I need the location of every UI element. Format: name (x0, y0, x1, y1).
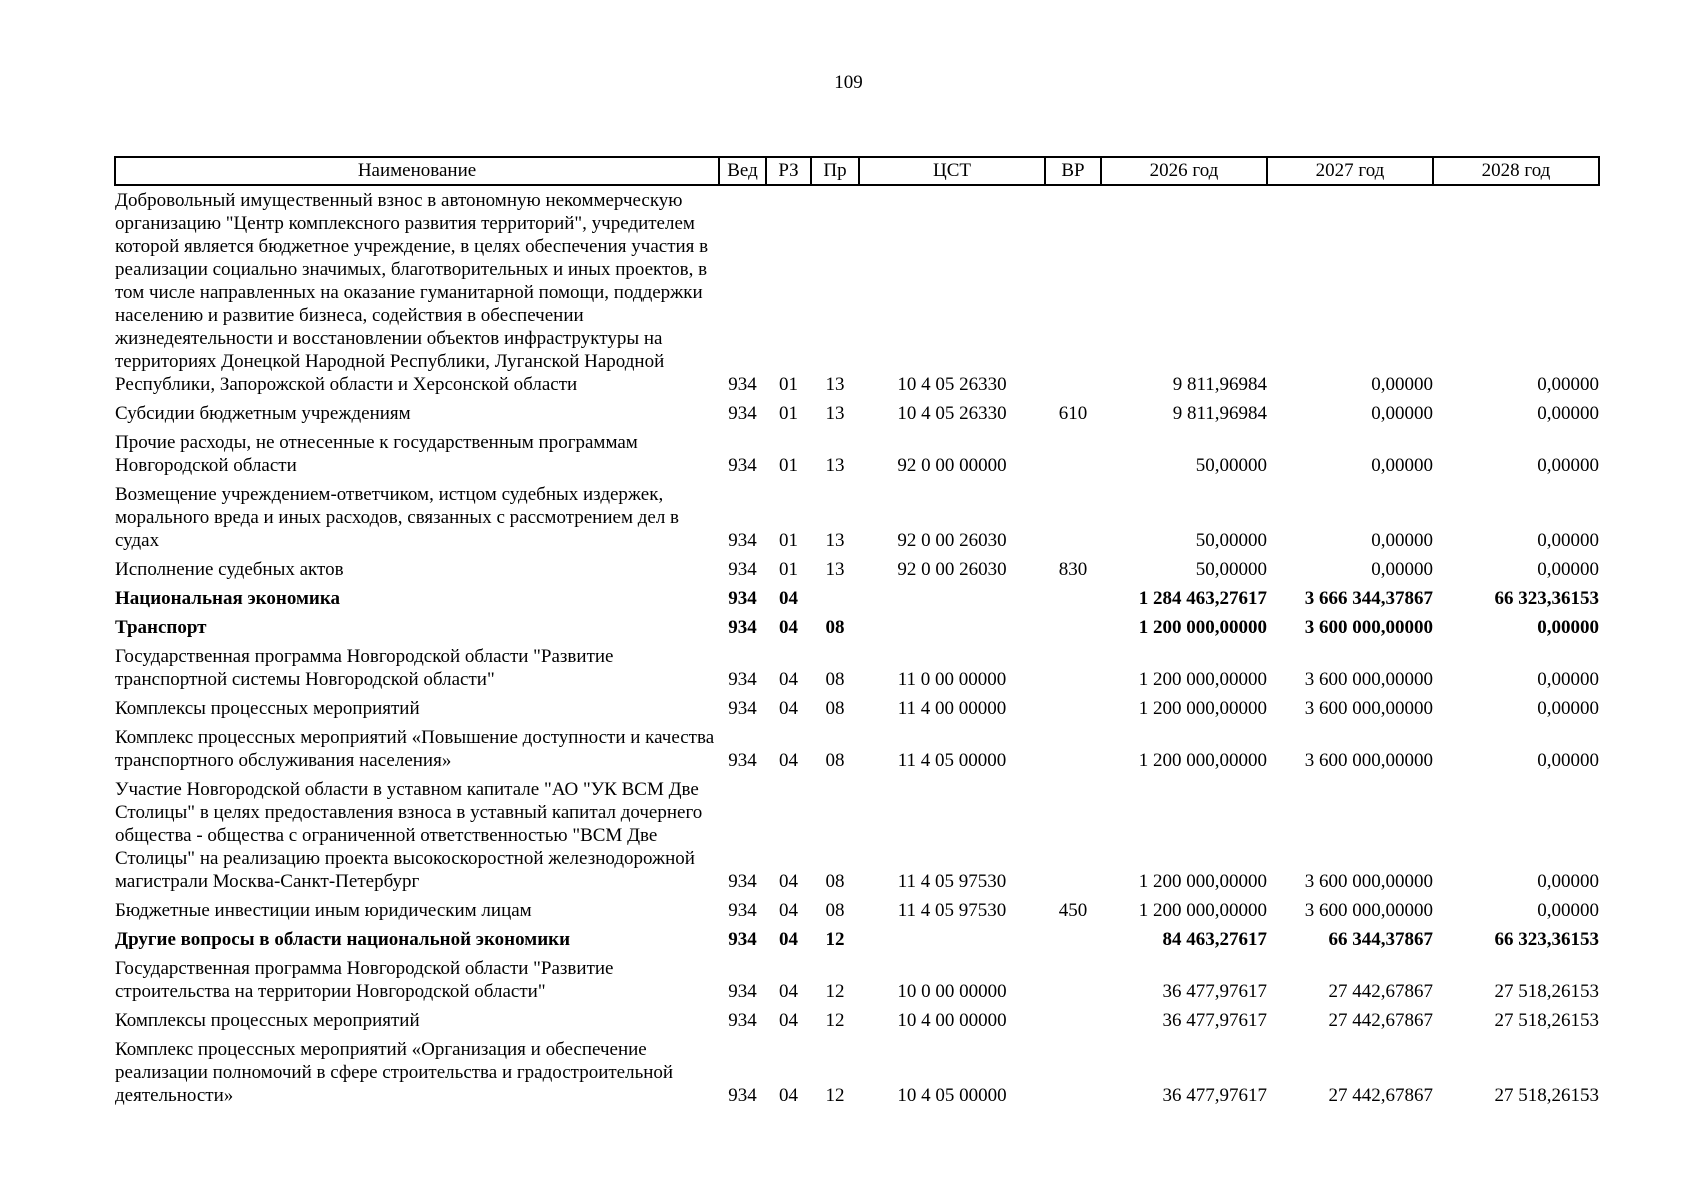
table-row (115, 185, 1599, 399)
cell-ved: 934 (728, 588, 757, 609)
cell-y2028: 0,00000 (1537, 374, 1599, 395)
cell-ved: 934 (728, 698, 757, 719)
cell-y2028: 66 323,36153 (1494, 588, 1599, 609)
cell-cst: 10 4 05 00000 (897, 1085, 1007, 1106)
cell-vr (1045, 480, 1101, 555)
header-vr: ВР (1045, 157, 1101, 185)
cell-y2027: 3 600 000,00000 (1304, 871, 1433, 892)
cell-y2026: 36 477,97617 (1162, 981, 1267, 1002)
cell-name: Государственная программа Новгородской области "Развитие транспортной системы Новгородской области" (115, 646, 614, 690)
table-row (115, 584, 1599, 613)
header-2026: 2026 год (1101, 157, 1267, 185)
cell-cst: 10 0 00 00000 (897, 981, 1007, 1002)
header-cst: ЦСТ (859, 157, 1045, 185)
header-2027: 2027 год (1267, 157, 1433, 185)
cell-vr (1045, 775, 1101, 896)
cell-y2028: 0,00000 (1537, 403, 1599, 424)
table-row (115, 613, 1599, 642)
cell-cst: 10 4 05 26330 (897, 403, 1007, 424)
cell-y2028: 0,00000 (1537, 455, 1599, 476)
cell-y2028: 0,00000 (1537, 900, 1599, 921)
cell-y2027: 0,00000 (1371, 403, 1433, 424)
cell-y2026: 1 200 000,00000 (1138, 617, 1267, 638)
cell-y2026: 1 200 000,00000 (1138, 871, 1267, 892)
cell-y2026: 9 811,96984 (1172, 374, 1267, 395)
cell-pr: 12 (825, 929, 845, 950)
cell-name: Исполнение судебных актов (115, 559, 344, 580)
cell-ved: 934 (728, 617, 757, 638)
cell-name: Комплекс процессных мероприятий «Повышение доступности и качества транспортного обслуживания населения» (115, 727, 715, 771)
cell-cst: 11 0 00 00000 (897, 669, 1007, 690)
budget-table (114, 156, 1600, 1110)
table-row (115, 896, 1599, 925)
cell-ved: 934 (728, 559, 757, 580)
cell-rz: 01 (779, 455, 798, 476)
cell-rz: 04 (779, 750, 798, 771)
cell-y2026: 1 200 000,00000 (1138, 750, 1267, 771)
cell-pr: 13 (825, 559, 845, 580)
cell-cst: 10 4 00 00000 (897, 1010, 1007, 1031)
cell-vr (1045, 584, 1101, 613)
cell-pr: 13 (825, 455, 845, 476)
cell-y2027: 27 442,67867 (1328, 981, 1433, 1002)
cell-ved: 934 (728, 455, 757, 476)
cell-y2027: 0,00000 (1371, 374, 1433, 395)
cell-vr (1045, 428, 1101, 480)
cell-y2026: 1 200 000,00000 (1138, 900, 1267, 921)
cell-y2027: 3 666 344,37867 (1304, 588, 1433, 609)
table-row (115, 925, 1599, 954)
cell-y2026: 84 463,27617 (1162, 929, 1267, 950)
cell-ved: 934 (728, 374, 757, 395)
cell-pr: 08 (825, 617, 845, 638)
cell-pr: 12 (825, 981, 845, 1002)
cell-vr (1045, 642, 1101, 694)
cell-name: Добровольный имущественный взнос в автономную некоммерческую организацию "Центр комплексного развития территорий", учредителем которой является бюджетное учреждение, в целях обеспечения участия в реализации социально значимых, благотворительных и иных проектов, в том числе направленных на оказание гуманитарной помощи, поддержки населению и развитие бизнеса, содействия в обеспечении жизнедеятельности и восстановлении объектов инфраструктуры на территориях Донецкой Народной Республики, Луганской Народной Республики, Запорожской области и Херсонской области (115, 190, 709, 395)
cell-ved: 934 (728, 750, 757, 771)
cell-cst: 92 0 00 00000 (897, 455, 1007, 476)
cell-pr: 08 (825, 900, 845, 921)
cell-y2026: 36 477,97617 (1162, 1085, 1267, 1106)
cell-ved: 934 (728, 403, 757, 424)
cell-ved: 934 (728, 1010, 757, 1031)
cell-y2027: 3 600 000,00000 (1304, 617, 1433, 638)
cell-cst: 10 4 05 26330 (897, 374, 1007, 395)
cell-name: Участие Новгородской области в уставном капитале "АО "УК ВСМ Две Столицы" в целях предоставления взноса в уставный капитал дочернего общества - общества с ограниченной ответственностью "ВСМ Две Столицы" на реализацию проекта высокоскоростной железнодорожной магистрали Москва-Санкт-Петербург (115, 779, 703, 892)
table-row (115, 399, 1599, 428)
cell-rz: 04 (779, 669, 798, 690)
cell-y2026: 9 811,96984 (1172, 403, 1267, 424)
page-number: 109 (834, 72, 863, 93)
cell-ved: 934 (728, 530, 757, 551)
cell-pr: 08 (825, 871, 845, 892)
cell-rz: 01 (779, 374, 798, 395)
cell-pr: 12 (825, 1085, 845, 1106)
cell-rz: 04 (779, 871, 798, 892)
cell-y2027: 0,00000 (1371, 455, 1433, 476)
table-row (115, 480, 1599, 555)
table-row (115, 694, 1599, 723)
cell-vr (1045, 925, 1101, 954)
cell-y2027: 3 600 000,00000 (1304, 669, 1433, 690)
header-row (115, 157, 1599, 185)
cell-y2026: 1 200 000,00000 (1138, 698, 1267, 719)
table-row (115, 428, 1599, 480)
cell-rz: 01 (779, 559, 798, 580)
cell-pr: 12 (825, 1010, 845, 1031)
cell-pr: 13 (825, 374, 845, 395)
header-pr: Пр (811, 157, 859, 185)
cell-vr (1045, 954, 1101, 1006)
cell-rz: 04 (779, 617, 798, 638)
cell-y2028: 0,00000 (1537, 698, 1599, 719)
cell-y2027: 27 442,67867 (1328, 1085, 1433, 1106)
cell-ved: 934 (728, 1085, 757, 1106)
cell-vr: 610 (1058, 403, 1088, 424)
table-header (115, 157, 1599, 185)
cell-y2028: 0,00000 (1537, 750, 1599, 771)
table-row (115, 954, 1599, 1006)
cell-ved: 934 (728, 981, 757, 1002)
header-ved: Вед (719, 157, 766, 185)
cell-y2028: 27 518,26153 (1494, 1010, 1599, 1031)
cell-cst: 11 4 05 97530 (897, 871, 1007, 892)
cell-name: Другие вопросы в области национальной экономики (115, 929, 571, 950)
table-row (115, 1035, 1599, 1110)
cell-name: Комплексы процессных мероприятий (115, 1010, 420, 1031)
cell-y2026: 36 477,97617 (1162, 1010, 1267, 1031)
cell-name: Государственная программа Новгородской области "Развитие строительства на территории Новгородской области" (115, 958, 614, 1002)
header-2028: 2028 год (1433, 157, 1599, 185)
cell-ved: 934 (728, 929, 757, 950)
cell-y2026: 1 200 000,00000 (1138, 669, 1267, 690)
cell-rz: 04 (779, 900, 798, 921)
cell-rz: 04 (779, 1010, 798, 1031)
cell-vr (1045, 1006, 1101, 1035)
cell-pr (811, 584, 859, 613)
cell-y2028: 0,00000 (1537, 617, 1599, 638)
cell-name: Возмещение учреждением-ответчиком, истцом судебных издержек, морального вреда и иных расходов, связанных с рассмотрением дел в судах (115, 484, 680, 551)
cell-y2027: 3 600 000,00000 (1304, 900, 1433, 921)
cell-y2027: 3 600 000,00000 (1304, 750, 1433, 771)
cell-cst: 11 4 00 00000 (897, 698, 1007, 719)
cell-rz: 01 (779, 403, 798, 424)
cell-name: Субсидии бюджетным учреждениям (115, 403, 411, 424)
cell-vr: 830 (1058, 559, 1088, 580)
table-row (115, 1006, 1599, 1035)
cell-rz: 01 (779, 530, 798, 551)
header-name: Наименование (115, 157, 719, 185)
cell-ved: 934 (728, 669, 757, 690)
cell-y2028: 0,00000 (1537, 871, 1599, 892)
cell-pr: 13 (825, 530, 845, 551)
table-row (115, 775, 1599, 896)
cell-vr (1045, 613, 1101, 642)
cell-y2028: 27 518,26153 (1494, 981, 1599, 1002)
cell-y2026: 50,00000 (1195, 559, 1267, 580)
cell-rz: 04 (779, 929, 798, 950)
cell-y2026: 50,00000 (1195, 455, 1267, 476)
cell-rz: 04 (779, 1085, 798, 1106)
table-row (115, 723, 1599, 775)
cell-name: Транспорт (115, 617, 207, 638)
cell-y2028: 27 518,26153 (1494, 1085, 1599, 1106)
cell-y2027: 3 600 000,00000 (1304, 698, 1433, 719)
cell-pr: 13 (825, 403, 845, 424)
header-rz: РЗ (766, 157, 811, 185)
cell-y2028: 66 323,36153 (1494, 929, 1599, 950)
cell-cst (859, 613, 1045, 642)
cell-cst: 11 4 05 97530 (897, 900, 1007, 921)
cell-ved: 934 (728, 900, 757, 921)
cell-y2026: 50,00000 (1195, 530, 1267, 551)
cell-cst (859, 584, 1045, 613)
cell-y2027: 66 344,37867 (1328, 929, 1433, 950)
cell-pr: 08 (825, 669, 845, 690)
cell-pr: 08 (825, 750, 845, 771)
cell-cst: 11 4 05 00000 (897, 750, 1007, 771)
cell-name: Бюджетные инвестиции иным юридическим лицам (115, 900, 532, 921)
cell-vr (1045, 723, 1101, 775)
cell-y2028: 0,00000 (1537, 669, 1599, 690)
cell-rz: 04 (779, 698, 798, 719)
cell-y2028: 0,00000 (1537, 559, 1599, 580)
cell-name: Национальная экономика (115, 588, 341, 609)
cell-pr: 08 (825, 698, 845, 719)
cell-y2028: 0,00000 (1537, 530, 1599, 551)
cell-name: Прочие расходы, не отнесенные к государственным программам Новгородской области (115, 432, 638, 476)
cell-vr: 450 (1058, 900, 1088, 921)
cell-y2026: 1 284 463,27617 (1138, 588, 1267, 609)
cell-y2027: 0,00000 (1371, 559, 1433, 580)
cell-vr (1045, 694, 1101, 723)
cell-y2027: 0,00000 (1371, 530, 1433, 551)
cell-ved: 934 (728, 871, 757, 892)
cell-name: Комплекс процессных мероприятий «Организация и обеспечение реализации полномочий в сфере строительства и градостроительной деятельности» (115, 1039, 674, 1106)
cell-cst: 92 0 00 26030 (897, 530, 1007, 551)
cell-vr (1045, 1035, 1101, 1110)
table-row (115, 642, 1599, 694)
cell-cst: 92 0 00 26030 (897, 559, 1007, 580)
cell-vr (1045, 185, 1101, 399)
cell-name: Комплексы процессных мероприятий (115, 698, 420, 719)
cell-y2027: 27 442,67867 (1328, 1010, 1433, 1031)
table-body (115, 185, 1599, 1110)
cell-rz: 04 (779, 588, 798, 609)
cell-rz: 04 (779, 981, 798, 1002)
table-row (115, 555, 1599, 584)
cell-cst (859, 925, 1045, 954)
